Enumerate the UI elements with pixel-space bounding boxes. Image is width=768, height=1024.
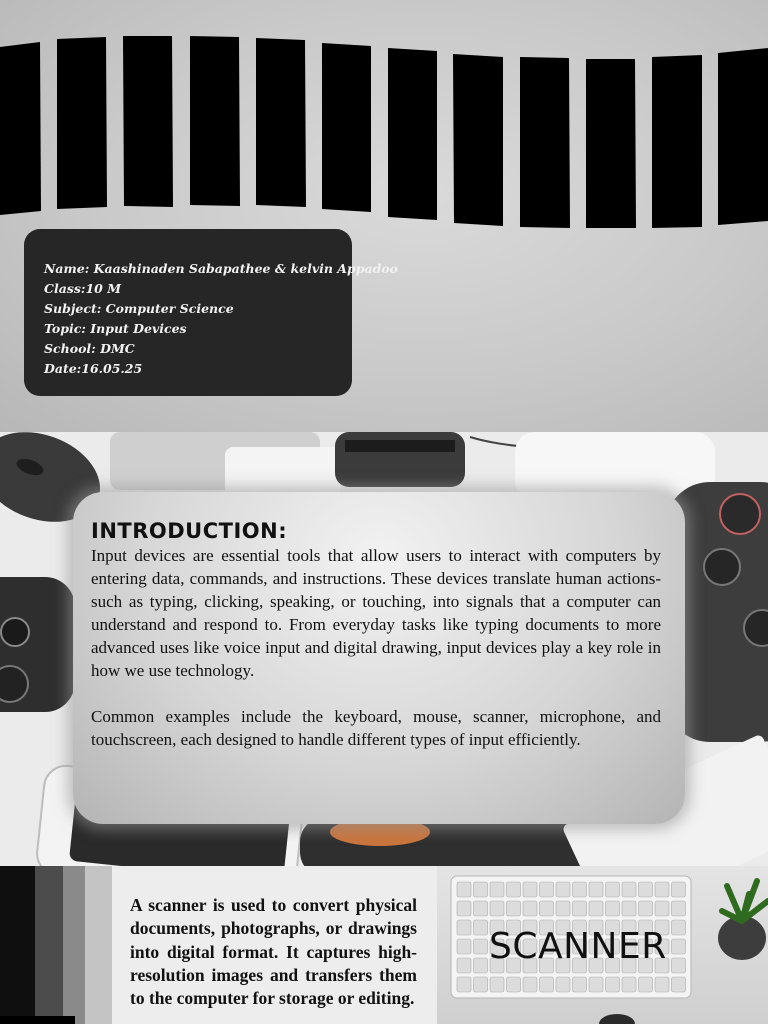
decorative-stripes <box>0 866 112 1024</box>
presenter-names: Name: Kaashinaden Sabapathee & kelvin Appadoo <box>44 261 398 276</box>
keyboard-key <box>490 977 504 992</box>
keyboard-key <box>457 958 471 973</box>
keyboard-key <box>556 901 570 916</box>
keyboard-photo <box>437 866 768 1024</box>
keyboard-key <box>622 977 636 992</box>
keyboard-key <box>639 901 653 916</box>
keyboard-key <box>573 882 587 897</box>
keyboard-key <box>655 977 669 992</box>
introduction-heading: INTRODUCTION: <box>91 519 288 543</box>
keyboard-key <box>606 977 620 992</box>
keyboard-key <box>507 901 521 916</box>
keyboard-key <box>540 882 554 897</box>
keyboard-key <box>573 901 587 916</box>
class-line: Class:10 M <box>44 281 122 296</box>
keyboard-key <box>457 977 471 992</box>
keyboard-key <box>457 939 471 954</box>
keyboard-key <box>655 901 669 916</box>
headphones-icon <box>335 432 465 487</box>
keyboard-key <box>606 882 620 897</box>
keyboard-key <box>474 920 488 935</box>
keyboard-key <box>540 977 554 992</box>
keyboard-key <box>457 882 471 897</box>
film-strip-bars <box>0 0 768 240</box>
keyboard-key <box>639 882 653 897</box>
keyboard-key <box>507 882 521 897</box>
keyboard-key <box>622 901 636 916</box>
keyboard-key <box>457 920 471 935</box>
keyboard-key <box>672 939 686 954</box>
keyboard-key <box>573 977 587 992</box>
keyboard-key <box>556 882 570 897</box>
keyboard-key <box>655 882 669 897</box>
introduction-slide <box>0 432 768 866</box>
keyboard-key <box>622 882 636 897</box>
title-slide <box>0 0 768 432</box>
keyboard-key <box>556 977 570 992</box>
scanner-heading: SCANNER <box>489 926 667 967</box>
keyboard-key <box>540 901 554 916</box>
keyboard-key <box>490 882 504 897</box>
presentation-info-card <box>24 229 398 396</box>
keyboard-key <box>474 901 488 916</box>
introduction-paragraph-2: Common examples include the keyboard, mouse, scanner, microphone, and touchscreen, each designed to handle different types of input efficiently. <box>91 707 661 749</box>
school-line: School: DMC <box>44 341 135 356</box>
keyboard-key <box>589 882 603 897</box>
subject-line: Subject: Computer Science <box>44 301 234 316</box>
date-line: Date:16.05.25 <box>44 361 143 376</box>
keyboard-key <box>589 901 603 916</box>
keyboard-key <box>474 958 488 973</box>
keyboard-key <box>523 977 537 992</box>
introduction-paragraph-1: Input devices are essential tools that allow users to interact with computers by entering data, commands, and instructions. These devices translate human actions- such as typing, clicking, speaking, or touching, into signals that a computer can understand and respond to. From everyday tasks like typing documents to more advanced uses like voice input and digital drawing, input devices play a key role in how we use technology. <box>91 546 661 680</box>
keyboard-key <box>672 901 686 916</box>
keyboard-key <box>672 882 686 897</box>
keyboard-key <box>672 958 686 973</box>
keyboard-key <box>474 882 488 897</box>
scanner-slide <box>0 866 768 1024</box>
keyboard-key <box>457 901 471 916</box>
keyboard-key <box>490 901 504 916</box>
scanner-description-panel <box>112 866 437 1024</box>
keyboard-key <box>639 977 653 992</box>
keyboard-key <box>672 920 686 935</box>
keyboard-key <box>474 939 488 954</box>
keyboard-key <box>507 977 521 992</box>
keyboard-key <box>672 977 686 992</box>
gamepad-icon <box>0 577 75 712</box>
mouse-icon <box>599 1014 635 1024</box>
keyboard-key <box>523 882 537 897</box>
keyboard-key <box>523 901 537 916</box>
plant-icon <box>718 881 768 960</box>
keyboard-key <box>589 977 603 992</box>
keyboard-key <box>474 977 488 992</box>
scanner-description: A scanner is used to convert physical documents, photographs, or drawings into digital format. It captures high-resolution images and transfers them to the computer for storage or editing. <box>130 895 417 1009</box>
introduction-card <box>73 492 685 824</box>
topic-line: Topic: Input Devices <box>44 321 187 336</box>
keyboard-key <box>606 901 620 916</box>
